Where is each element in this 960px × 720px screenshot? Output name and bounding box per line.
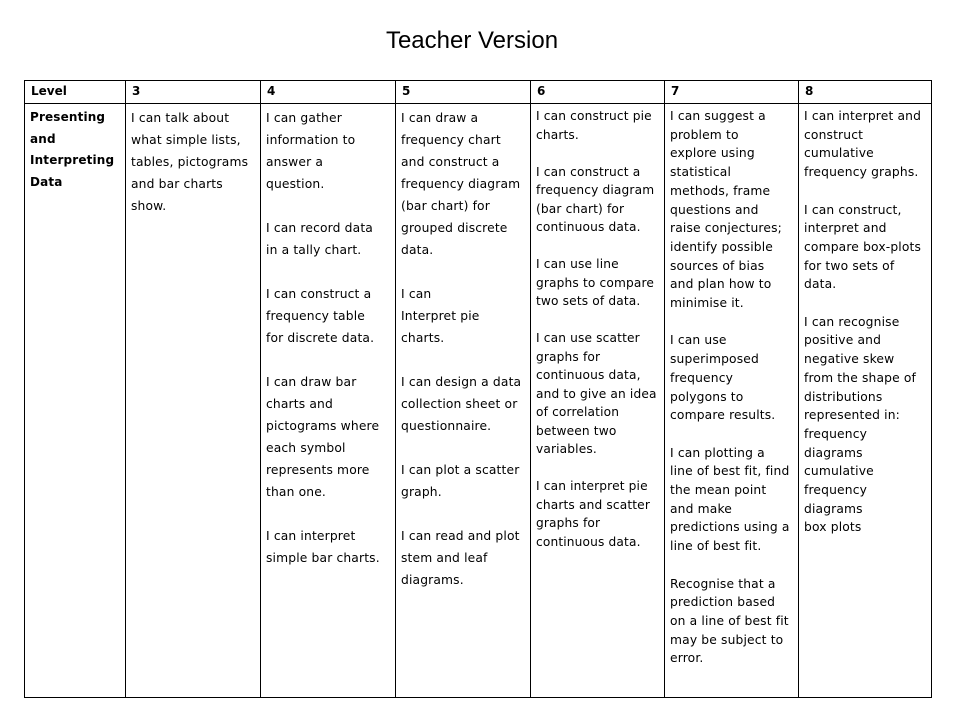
header-row [25, 81, 932, 104]
cell-level-7-text: I can suggest a problem to explore using statistical methods, frame questions and raise conjectures; identify possible sources of bias and plan how to minimise it. I can use superimposed frequency polygons to compare results. I can plotting a line of best fit, find the mean point and make predictions using a line of best fit. Recognise that a prediction based on a line of best fit may be subject to error. [670, 109, 790, 666]
header-level-3: 3 [126, 81, 261, 104]
cell-level-8 [799, 104, 932, 698]
row-label: Presenting and Interpreting Data [30, 110, 115, 189]
header-level-6: 6 [531, 81, 665, 104]
cell-level-5-text: I can draw a frequency chart and construct a frequency diagram (bar chart) for grouped discrete data. I can Interpret pie charts. I can design a data collection sheet or questionnaire. I can plot a scatter graph. I can read and plot stem and leaf diagrams. [401, 111, 522, 587]
header-level-8: 8 [799, 81, 932, 104]
cell-level-3 [126, 104, 261, 698]
cell-level-6 [531, 104, 665, 698]
cell-level-7 [665, 104, 799, 698]
cell-level-3-text: I can talk about what simple lists, tables, pictograms and bar charts show. [131, 111, 249, 213]
cell-level-4 [261, 104, 396, 698]
cell-level-8-text: I can interpret and construct cumulative frequency graphs. I can construct, interpret and compare box-plots for two sets of data. I can recognise positive and negative skew from the shape of distributions represented in: frequency diagrams cumulative frequency diagrams box plots [804, 109, 922, 535]
header-level-4: 4 [261, 81, 396, 104]
table-row [25, 104, 932, 698]
header-level-5: 5 [396, 81, 531, 104]
page-title: Teacher Version [385, 27, 559, 54]
header-level: Level [25, 81, 126, 104]
cell-level-6-text: I can construct pie charts. I can construct a frequency diagram (bar chart) for continuous data. I can use line graphs to compare two sets of data. I can use scatter graphs for continuous data, and to give an idea of correlation between two variables. I can interpret pie charts and scatter graphs for continuous data. [536, 109, 657, 549]
row-label-cell [25, 104, 126, 698]
cell-level-5 [396, 104, 531, 698]
levels-table [24, 80, 932, 698]
header-level-7: 7 [665, 81, 799, 104]
cell-level-4-text: I can gather information to answer a question. I can record data in a tally chart. I can construct a frequency table for discrete data. I can draw bar charts and pictograms where each symbol represents more than one. I can interpret simple bar charts. [266, 111, 380, 565]
